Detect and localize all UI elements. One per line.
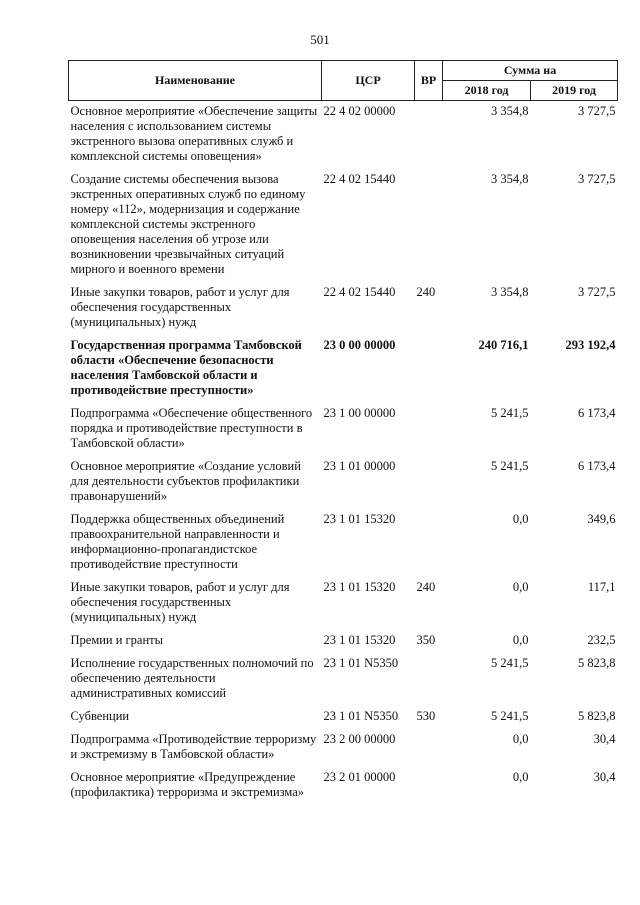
row-name: Поддержка общественных объединений правоохранительной направленности и информационно-пропагандистское противодействие преступности bbox=[70, 512, 285, 571]
row-vr bbox=[415, 335, 443, 403]
row-name: Подпрограмма «Обеспечение общественного порядка и противодействие преступности в Тамбовской области» bbox=[70, 406, 313, 450]
table-row bbox=[69, 169, 618, 282]
row-sum-2018: 5 241,5 bbox=[491, 406, 529, 420]
row-vr bbox=[415, 653, 443, 706]
table-row bbox=[69, 403, 618, 456]
row-sum-2018: 5 241,5 bbox=[491, 459, 529, 473]
row-csr: 23 1 01 15320 bbox=[323, 512, 396, 526]
row-sum-2019: 349,6 bbox=[587, 512, 616, 526]
row-sum-2019: 30,4 bbox=[593, 770, 616, 784]
row-sum-2018: 240 716,1 bbox=[478, 338, 529, 352]
row-csr: 23 1 01 N5350 bbox=[323, 656, 399, 670]
table-row bbox=[69, 729, 618, 767]
row-sum-2019: 232,5 bbox=[587, 633, 616, 647]
row-sum-2018: 5 241,5 bbox=[491, 709, 529, 723]
table-row bbox=[69, 509, 618, 577]
row-csr: 23 1 01 N5350 bbox=[323, 709, 399, 723]
row-name: Государственная программа Тамбовской области «Обеспечение безопасности населения Тамбовской области и противодействие преступности» bbox=[70, 338, 302, 397]
row-name: Основное мероприятие «Создание условий для деятельности субъектов профилактики правонарушений» bbox=[70, 459, 301, 503]
row-name: Премии и гранты bbox=[70, 633, 164, 647]
row-sum-2019: 5 823,8 bbox=[578, 656, 616, 670]
row-sum-2019: 293 192,4 bbox=[565, 338, 616, 352]
table-body bbox=[69, 101, 618, 806]
page-number: 501 bbox=[310, 32, 330, 47]
table-row bbox=[69, 577, 618, 630]
row-name: Иные закупки товаров, работ и услуг для обеспечения государственных (муниципальных) нужд bbox=[70, 580, 290, 624]
row-vr bbox=[415, 729, 443, 767]
row-sum-2018: 0,0 bbox=[512, 512, 529, 526]
row-csr: 22 4 02 15440 bbox=[323, 172, 396, 186]
header-year-2019: 2019 год bbox=[531, 81, 618, 101]
table-row bbox=[69, 630, 618, 653]
row-name: Создание системы обеспечения вызова экстренных оперативных служб по единому номеру «112», модернизация и содержание комплексной системы экстренного оповещения населения об угрозе или возникновении чрезвычайных ситуаций мирного и военного времени bbox=[70, 172, 306, 276]
row-vr bbox=[415, 169, 443, 282]
header-sum-group: Сумма на bbox=[443, 61, 618, 81]
table-row bbox=[69, 653, 618, 706]
table-row bbox=[69, 335, 618, 403]
row-sum-2018: 0,0 bbox=[512, 732, 529, 746]
row-sum-2018: 0,0 bbox=[512, 633, 529, 647]
header-vr: ВР bbox=[415, 61, 443, 101]
row-sum-2019: 117,1 bbox=[587, 580, 616, 594]
table-header bbox=[69, 61, 618, 101]
row-sum-2019: 5 823,8 bbox=[578, 709, 616, 723]
table-row bbox=[69, 101, 618, 170]
row-vr bbox=[415, 509, 443, 577]
row-name: Основное мероприятие «Предупреждение (профилактика) терроризма и экстремизма» bbox=[70, 770, 305, 799]
row-sum-2019: 6 173,4 bbox=[578, 406, 616, 420]
row-sum-2019: 3 727,5 bbox=[578, 285, 616, 299]
row-csr: 23 1 01 15320 bbox=[323, 633, 396, 647]
row-csr: 22 4 02 15440 bbox=[323, 285, 396, 299]
row-csr: 22 4 02 00000 bbox=[323, 104, 396, 118]
row-csr: 23 1 00 00000 bbox=[323, 406, 396, 420]
row-sum-2019: 30,4 bbox=[593, 732, 616, 746]
row-vr: 530 bbox=[416, 709, 436, 723]
row-name: Основное мероприятие «Обеспечение защиты населения с использованием системы экстренного вызова оперативных служб и комплексной системы оповещения» bbox=[70, 104, 318, 163]
row-csr: 23 2 01 00000 bbox=[323, 770, 396, 784]
row-sum-2018: 3 354,8 bbox=[491, 172, 529, 186]
row-sum-2019: 6 173,4 bbox=[578, 459, 616, 473]
row-sum-2018: 3 354,8 bbox=[491, 285, 529, 299]
row-vr bbox=[415, 403, 443, 456]
header-year-2018: 2018 год bbox=[443, 81, 531, 101]
row-csr: 23 2 00 00000 bbox=[323, 732, 396, 746]
row-sum-2019: 3 727,5 bbox=[578, 104, 616, 118]
row-vr bbox=[415, 101, 443, 170]
row-name: Субвенции bbox=[70, 709, 130, 723]
row-sum-2018: 0,0 bbox=[512, 580, 529, 594]
row-vr bbox=[415, 767, 443, 805]
row-sum-2019: 3 727,5 bbox=[578, 172, 616, 186]
row-name: Иные закупки товаров, работ и услуг для обеспечения государственных (муниципальных) нужд bbox=[70, 285, 290, 329]
table-row bbox=[69, 282, 618, 335]
row-csr: 23 1 01 15320 bbox=[323, 580, 396, 594]
table-row bbox=[69, 456, 618, 509]
row-vr: 240 bbox=[416, 285, 436, 299]
budget-table bbox=[68, 60, 618, 805]
table-row bbox=[69, 706, 618, 729]
header-name: Наименование bbox=[69, 61, 322, 101]
row-name: Исполнение государственных полномочий по обеспечению деятельности административных комиссий bbox=[70, 656, 314, 700]
row-sum-2018: 5 241,5 bbox=[491, 656, 529, 670]
row-csr: 23 1 01 00000 bbox=[323, 459, 396, 473]
row-csr: 23 0 00 00000 bbox=[323, 338, 396, 352]
row-vr: 240 bbox=[416, 580, 436, 594]
row-sum-2018: 3 354,8 bbox=[491, 104, 529, 118]
table-row bbox=[69, 767, 618, 805]
row-vr: 350 bbox=[416, 633, 436, 647]
row-vr bbox=[415, 456, 443, 509]
row-sum-2018: 0,0 bbox=[512, 770, 529, 784]
header-csr: ЦСР bbox=[322, 61, 415, 101]
row-name: Подпрограмма «Противодействие терроризму и экстремизму в Тамбовской области» bbox=[70, 732, 317, 761]
